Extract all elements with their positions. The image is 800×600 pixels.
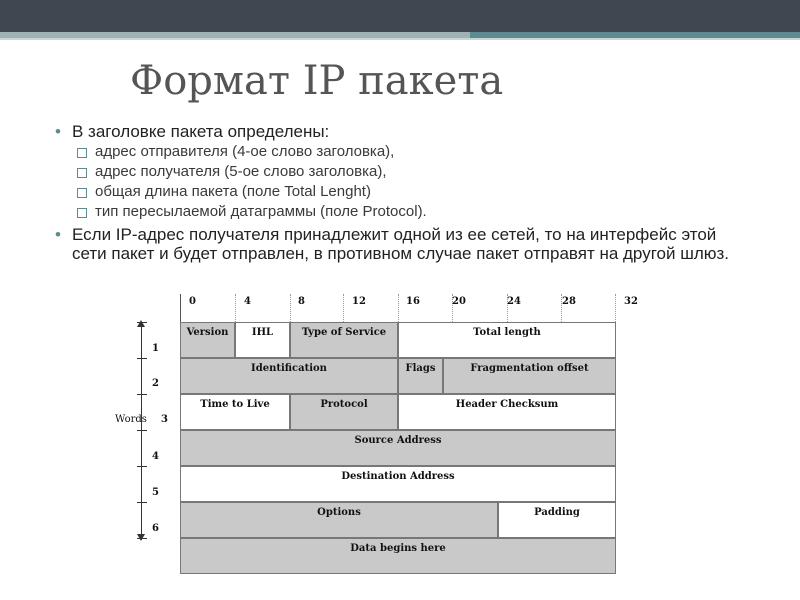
axis-tick	[137, 394, 147, 395]
row-number: 1	[152, 343, 159, 354]
axis-tick	[137, 538, 147, 539]
field-protocol: Protocol	[290, 394, 398, 430]
field-destination-address: Destination Address	[180, 466, 616, 502]
axis-tick	[137, 502, 147, 503]
axis-tick	[137, 358, 147, 359]
slide-title: Формат IP пакета	[130, 58, 504, 104]
bit-label: 0	[189, 296, 196, 307]
field-header-checksum: Header Checksum	[398, 394, 616, 430]
field-version: Version	[180, 322, 235, 358]
field-flags: Flags	[398, 358, 443, 394]
bit-label: 12	[352, 296, 366, 307]
bit-separator	[235, 294, 236, 322]
axis-tick	[137, 322, 147, 323]
sub-bullet-receiver: адрес получателя (5-ое слово заголовка),	[75, 162, 755, 182]
axis-tick	[137, 430, 147, 431]
words-axis	[141, 322, 147, 540]
bullet-header-fields: • В заголовке пакета определены:	[55, 122, 755, 142]
field-padding: Padding	[498, 502, 616, 538]
bit-label: 24	[507, 296, 521, 307]
bit-label: 16	[406, 296, 420, 307]
field-total-length: Total length	[398, 322, 616, 358]
sub-bullet-sender: адрес отправителя (4-ое слово заголовка),	[75, 142, 755, 162]
field-identification: Identification	[180, 358, 398, 394]
field-data: Data begins here	[180, 538, 616, 574]
bit-label: 28	[562, 296, 576, 307]
sub-bullet-protocol: тип пересылаемой датаграммы (поле Protocol).	[75, 202, 755, 222]
field-ihl: IHL	[235, 322, 290, 358]
bit-separator	[615, 294, 616, 322]
words-label: Words	[115, 414, 147, 425]
row-number: 4	[152, 451, 159, 462]
field-fragmentation-offset: Fragmentation offset	[443, 358, 616, 394]
bit-label: 8	[298, 296, 305, 307]
axis-tick	[137, 466, 147, 467]
field-type-of-service: Type of Service	[290, 322, 398, 358]
sub-bullet-length: общая длина пакета (поле Total Lenght)	[75, 182, 755, 202]
bullet-routing: • Если IP-адрес получателя принадлежит одной из ее сетей, то на интерфейс этой сети пакет и будет отправлен, в противном случае пакет отправят на другой шлюз.	[55, 225, 755, 263]
bit-separator	[290, 294, 291, 322]
field-source-address: Source Address	[180, 430, 616, 466]
bit-separator	[343, 294, 344, 322]
bit-separator	[398, 294, 399, 322]
field-options: Options	[180, 502, 498, 538]
row-number: 6	[152, 523, 159, 534]
bit-label: 20	[452, 296, 466, 307]
field-time-to-live: Time to Live	[180, 394, 290, 430]
row-number: 3	[161, 414, 168, 425]
row-number: 2	[152, 378, 159, 389]
bit-label: 4	[244, 296, 251, 307]
row-number: 5	[152, 487, 159, 498]
bit-label: 32	[624, 296, 638, 307]
